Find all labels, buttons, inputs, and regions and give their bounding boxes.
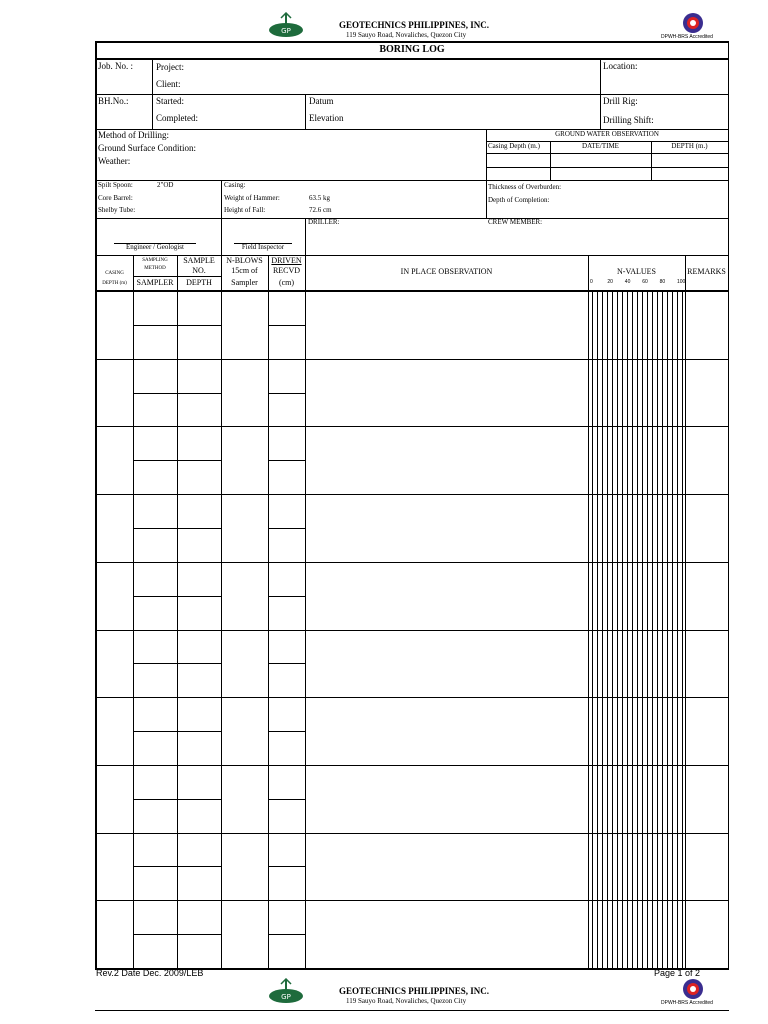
nvalue-tick-label: 60	[642, 279, 648, 285]
footer-company-name: GEOTECHNICS PHILIPPINES, INC.	[339, 986, 490, 996]
started-label: Started:	[156, 96, 184, 106]
col-in-place-observation: IN PLACE OBSERVATION	[400, 267, 493, 276]
sample-subrow-divider	[268, 528, 305, 529]
column-divider	[177, 255, 178, 968]
client-label: Client:	[156, 79, 181, 89]
height-fall-label: Height of Fall:	[224, 206, 266, 214]
col-sampler: SAMPLER	[136, 278, 174, 287]
dpwh-seal-icon-footer	[682, 978, 704, 1000]
col-sampler2: Sampler	[231, 278, 258, 287]
svg-text:GP: GP	[281, 27, 291, 35]
sample-subrow-divider	[133, 934, 221, 935]
row-divider	[95, 697, 728, 698]
sample-subrow-divider	[268, 596, 305, 597]
split-spoon-label: Spilt Spoon:	[98, 181, 133, 189]
row-divider	[95, 562, 728, 563]
nvalue-tick-label: 100	[677, 279, 686, 285]
drilling-shift-label: Drilling Shift:	[603, 115, 654, 125]
sample-subrow-divider	[133, 393, 221, 394]
col-sample: SAMPLE	[183, 256, 215, 265]
height-fall-value: 72.6 cm	[309, 206, 332, 214]
revision-text: Rev.2 Date Dec. 2009/LEB	[96, 968, 204, 978]
col-method: METHOD	[144, 266, 166, 271]
col-recvd: RECVD	[272, 266, 301, 275]
col-no: NO.	[192, 266, 206, 275]
sample-subrow-divider	[133, 325, 221, 326]
shelby-tube-label: Shelby Tube:	[98, 206, 136, 214]
col-driven: DRIVEN	[271, 256, 302, 265]
page-number: Page 1 of 2	[654, 968, 701, 978]
col-depth-m: DEPTH (m)	[102, 281, 127, 286]
column-divider	[221, 255, 222, 968]
ground-surface-label: Ground Surface Condition:	[98, 143, 196, 153]
sample-subrow-divider	[268, 325, 305, 326]
casing-depth-header: Casing Depth (m.)	[488, 142, 540, 150]
crew-member-label: CREW MEMBER:	[488, 218, 543, 226]
nvalue-tick-label: 0	[590, 279, 593, 285]
nvalue-tick-label: 80	[659, 279, 666, 285]
col-remarks: REMARKS	[687, 267, 726, 276]
col-nvalues: N-VALUES	[617, 267, 656, 276]
nvalue-tick-label: 20	[607, 279, 613, 285]
sample-subrow-divider	[133, 460, 221, 461]
dpwh-seal-icon	[682, 12, 704, 34]
sample-subrow-divider	[268, 731, 305, 732]
drill-rig-label: Drill Rig:	[603, 96, 638, 106]
split-spoon-value: 2"OD	[157, 181, 174, 189]
accreditation-text: DPWH-BRS Accredited	[661, 34, 713, 40]
row-divider	[95, 494, 728, 495]
row-divider	[95, 765, 728, 766]
location-label: Location:	[603, 61, 638, 71]
depth-m-header: DEPTH (m.)	[671, 142, 708, 150]
method-label: Method of Drilling:	[98, 130, 169, 140]
row-divider	[95, 900, 728, 901]
column-divider	[685, 255, 686, 968]
date-time-header: DATE/TIME	[582, 142, 619, 150]
elevation-label: Elevation	[309, 113, 344, 123]
row-divider	[95, 630, 728, 631]
row-divider	[95, 426, 728, 427]
column-divider	[268, 255, 269, 968]
sample-subrow-divider	[268, 460, 305, 461]
sample-subrow-divider	[268, 934, 305, 935]
footer-company-address: 119 Sauyo Road, Novaliches, Quezon City	[346, 997, 467, 1005]
column-divider	[588, 255, 589, 968]
column-divider	[133, 255, 134, 968]
col-cm: (cm)	[278, 278, 295, 287]
sample-subrow-divider	[268, 799, 305, 800]
company-logo-icon	[268, 12, 304, 40]
datum-label: Datum	[309, 96, 334, 106]
col-nblows: N-BLOWS	[226, 256, 263, 265]
weight-hammer-label: Weight of Hammer:	[224, 194, 280, 202]
page-title: BORING LOG	[379, 44, 445, 55]
sample-subrow-divider	[133, 799, 221, 800]
nvalue-tick-label: 40	[624, 279, 631, 285]
col-sampling: SAMPLING	[142, 258, 168, 263]
engineer-geologist-label: Engineer / Geologist	[126, 243, 184, 251]
svg-text:GP: GP	[281, 993, 291, 1001]
weather-label: Weather:	[98, 156, 131, 166]
row-divider	[95, 359, 728, 360]
core-barrel-label: Core Barrel:	[98, 194, 133, 202]
driller-label: DRILLER:	[308, 218, 340, 226]
project-label: Project:	[156, 62, 184, 72]
company-address: 119 Sauyo Road, Novaliches, Quezon City	[346, 31, 467, 39]
col-depth: DEPTH	[186, 278, 212, 287]
weight-hammer-value: 63.5 kg	[309, 194, 330, 202]
column-divider	[305, 255, 306, 968]
job-no-label: Job. No. :	[98, 61, 134, 71]
footer-accreditation: DPWH-BRS Accredited	[661, 1000, 713, 1006]
sample-subrow-divider	[133, 866, 221, 867]
completed-label: Completed:	[156, 113, 198, 123]
sample-subrow-divider	[133, 663, 221, 664]
bh-no-label: BH.No.:	[98, 96, 129, 106]
company-name: GEOTECHNICS PHILIPPINES, INC.	[339, 20, 490, 30]
depth-completion-label: Depth of Completion:	[488, 196, 550, 204]
col-casing: CASING	[105, 271, 124, 276]
sample-subrow-divider	[268, 393, 305, 394]
col-15cm: 15cm of	[231, 266, 258, 275]
casing-label: Casing:	[224, 181, 246, 189]
sample-subrow-divider	[133, 731, 221, 732]
sample-subrow-divider	[268, 866, 305, 867]
sample-subrow-divider	[268, 663, 305, 664]
sample-subrow-divider	[133, 596, 221, 597]
field-inspector-label: Field Inspector	[241, 243, 285, 251]
row-divider	[95, 833, 728, 834]
gwo-title: GROUND WATER OBSERVATION	[555, 130, 659, 138]
company-logo-icon-footer	[268, 978, 304, 1006]
sample-subrow-divider	[133, 528, 221, 529]
thickness-overburden-label: Thickness of Overburden:	[488, 183, 562, 191]
